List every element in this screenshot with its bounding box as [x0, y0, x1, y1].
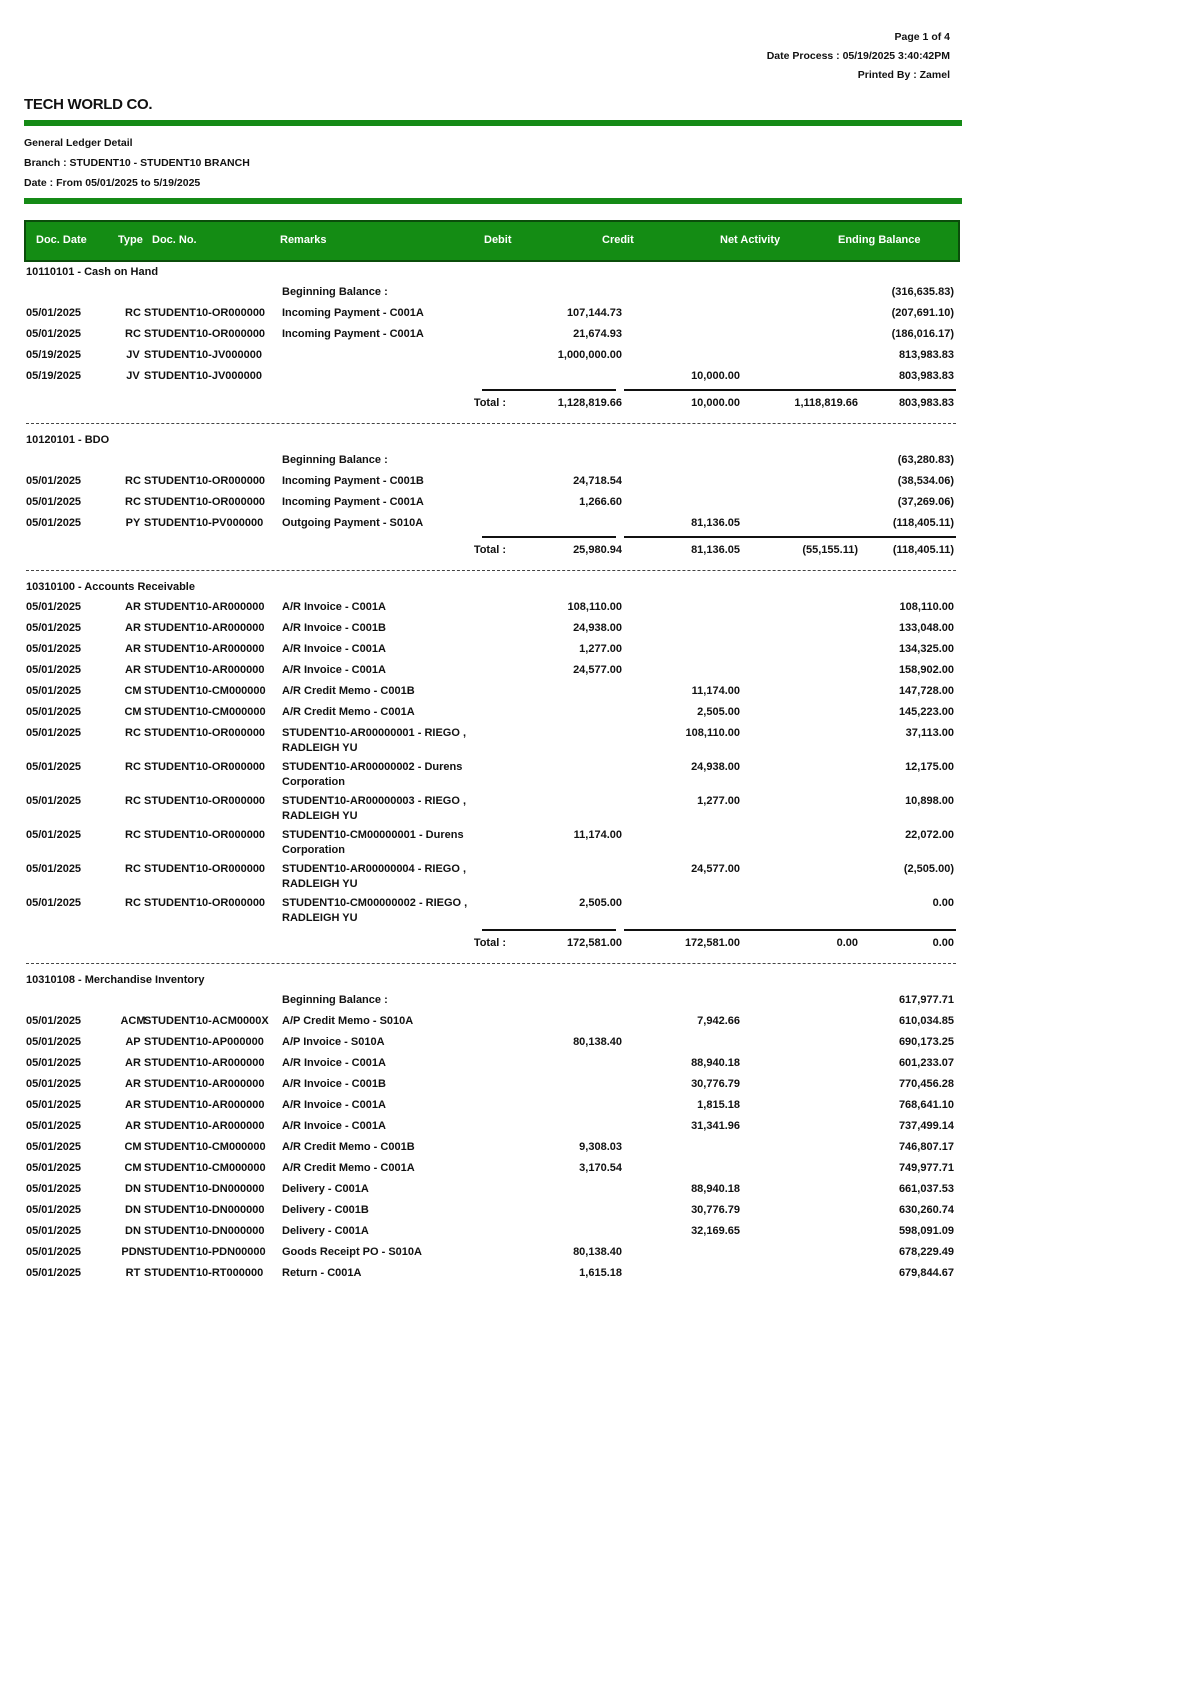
row-doc-date: 05/19/2025 [26, 370, 82, 382]
row-doc-no: STUDENT10-AR000000 [144, 1057, 265, 1069]
col-net-activity: Net Activity [720, 234, 781, 246]
row-doc-no: STUDENT10-RT000000 [144, 1267, 264, 1279]
row-debit: 108,110.00 [567, 601, 622, 613]
row-debit: 1,615.18 [579, 1267, 622, 1279]
table-row [26, 660, 956, 681]
row-debit: 2,505.00 [579, 897, 622, 909]
row-type: AR [125, 664, 141, 676]
row-debit: 107,144.73 [566, 307, 622, 319]
row-remarks: Outgoing Payment - S010A [282, 517, 424, 529]
row-ending-balance: 158,902.00 [898, 664, 954, 676]
row-doc-date: 05/01/2025 [26, 1036, 82, 1048]
table-row [26, 757, 956, 791]
row-type: RC [125, 761, 141, 773]
row-type: DN [125, 1204, 141, 1216]
row-ending-balance: 147,728.00 [898, 685, 954, 697]
row-doc-no: STUDENT10-DN000000 [144, 1204, 265, 1216]
ledger-section [26, 430, 956, 571]
row-credit: 10,000.00 [691, 370, 740, 382]
row-ending-balance: 108,110.00 [899, 601, 954, 613]
table-row [26, 1158, 956, 1179]
table-row [26, 1263, 956, 1284]
beginning-balance-value: 617,977.71 [898, 994, 954, 1006]
row-type: AR [125, 601, 141, 613]
row-doc-no: STUDENT10-DN000000 [144, 1183, 265, 1195]
row-remarks: A/R Invoice - C001B [282, 622, 386, 634]
total-label: Total : [473, 937, 506, 949]
table-row [26, 366, 956, 387]
row-type: JV [126, 370, 140, 382]
row-remarks: A/P Invoice - S010A [282, 1036, 385, 1048]
table-row [26, 597, 956, 618]
table-row [26, 893, 956, 927]
total-net-activity: 0.00 [836, 937, 858, 949]
table-row [26, 791, 956, 825]
row-doc-no: STUDENT10-AR000000 [144, 1120, 265, 1132]
row-type: RC [125, 863, 141, 875]
row-remarks: Incoming Payment - C001A [282, 328, 424, 340]
row-remarks: A/R Invoice - C001A [282, 1099, 386, 1111]
row-doc-date: 05/01/2025 [26, 1141, 82, 1153]
total-rule [624, 929, 742, 931]
row-type: RT [125, 1267, 141, 1279]
row-doc-date: 05/19/2025 [26, 349, 82, 361]
row-ending-balance: 12,175.00 [905, 761, 954, 773]
total-rule [624, 389, 742, 391]
table-row [26, 1095, 956, 1116]
table-row [26, 681, 956, 702]
row-debit: 1,266.60 [579, 496, 622, 508]
report-info [24, 133, 250, 193]
row-doc-no: STUDENT10-CM000000 [144, 685, 266, 697]
row-type: RC [125, 897, 141, 909]
row-doc-date: 05/01/2025 [26, 727, 82, 739]
table-row [26, 1053, 956, 1074]
row-ending-balance: 678,229.49 [898, 1246, 954, 1258]
row-debit: 21,674.93 [573, 328, 622, 340]
row-doc-no: STUDENT10-OR000000 [144, 496, 266, 508]
row-doc-no: STUDENT10-AR000000 [144, 664, 265, 676]
table-row [26, 1179, 956, 1200]
page-meta [767, 28, 950, 85]
total-net-activity: (55,155.11) [802, 544, 858, 556]
ledger-section [26, 262, 956, 424]
total-label: Total : [473, 397, 506, 409]
col-ending-balance: Ending Balance [838, 234, 921, 246]
row-remarks: Delivery - C001B [282, 1204, 369, 1216]
account-title: 10310108 - Merchandise Inventory [26, 974, 205, 986]
row-remarks: Delivery - C001A [282, 1183, 369, 1195]
section-separator [26, 963, 956, 964]
row-doc-no: STUDENT10-CM000000 [144, 1162, 266, 1174]
total-rule [482, 536, 616, 538]
col-debit: Debit [484, 234, 512, 246]
row-doc-date: 05/01/2025 [26, 829, 82, 841]
row-doc-date: 05/01/2025 [26, 601, 82, 613]
row-credit: 1,277.00 [697, 795, 740, 807]
report-branch: Branch : STUDENT10 - STUDENT10 BRANCH [24, 157, 250, 169]
total-ending-balance: (118,405.11) [892, 544, 954, 556]
row-doc-date: 05/01/2025 [26, 685, 82, 697]
beginning-balance-row [26, 450, 956, 471]
total-debit: 25,980.94 [573, 544, 622, 556]
row-doc-date: 05/01/2025 [26, 1099, 82, 1111]
beginning-balance-label: Beginning Balance : [282, 454, 388, 466]
row-ending-balance: 749,977.71 [898, 1162, 954, 1174]
row-doc-no: STUDENT10-OR000000 [144, 897, 266, 909]
table-row [26, 618, 956, 639]
row-credit: 2,505.00 [697, 706, 740, 718]
row-remarks: Incoming Payment - C001A [282, 496, 424, 508]
row-type: RC [125, 496, 141, 508]
row-ending-balance: 37,113.00 [905, 727, 954, 739]
top-divider [24, 120, 962, 126]
row-remarks: STUDENT10-AR00000002 - Durens Corporation [282, 761, 463, 788]
row-type: CM [124, 706, 142, 718]
table-row [26, 303, 956, 324]
row-ending-balance: 630,260.74 [898, 1204, 954, 1216]
row-ending-balance: 601,233.07 [898, 1057, 954, 1069]
total-row [26, 534, 956, 564]
row-doc-no: STUDENT10-OR000000 [144, 727, 266, 739]
row-doc-date: 05/01/2025 [26, 622, 82, 634]
row-ending-balance: 679,844.67 [898, 1267, 954, 1279]
table-row [26, 1200, 956, 1221]
total-credit: 10,000.00 [691, 397, 740, 409]
row-credit: 31,341.96 [691, 1120, 740, 1132]
total-row [26, 927, 956, 957]
row-ending-balance: (118,405.11) [892, 517, 954, 529]
table-row [26, 1074, 956, 1095]
row-remarks: Goods Receipt PO - S010A [282, 1246, 422, 1258]
row-debit: 3,170.54 [579, 1162, 622, 1174]
row-remarks: A/R Invoice - C001A [282, 601, 386, 613]
table-row [26, 1137, 956, 1158]
row-type: RC [125, 307, 141, 319]
row-ending-balance: 134,325.00 [898, 643, 954, 655]
total-credit: 81,136.05 [691, 544, 740, 556]
row-doc-no: STUDENT10-OR000000 [144, 795, 266, 807]
beginning-balance-row [26, 990, 956, 1011]
row-type: ACM [120, 1015, 146, 1027]
row-doc-date: 05/01/2025 [26, 897, 82, 909]
total-debit: 1,128,819.66 [557, 397, 622, 409]
row-doc-date: 05/01/2025 [26, 863, 82, 875]
row-ending-balance: 813,983.83 [898, 349, 954, 361]
row-type: AR [125, 1057, 141, 1069]
account-title: 10120101 - BDO [26, 434, 110, 446]
row-remarks: Incoming Payment - C001A [282, 307, 424, 319]
row-type: RC [125, 475, 141, 487]
row-type: JV [126, 349, 140, 361]
row-credit: 88,940.18 [691, 1183, 740, 1195]
row-doc-no: STUDENT10-PV000000 [144, 517, 264, 529]
row-type: AR [125, 1099, 141, 1111]
row-ending-balance: (2,505.00) [903, 863, 954, 875]
row-remarks: A/R Credit Memo - C001B [282, 685, 415, 697]
table-row [26, 324, 956, 345]
row-remarks: Return - C001A [282, 1267, 362, 1279]
row-ending-balance: 10,898.00 [905, 795, 954, 807]
report-title: General Ledger Detail [24, 137, 133, 149]
row-doc-date: 05/01/2025 [26, 1225, 82, 1237]
table-row [26, 492, 956, 513]
row-doc-no: STUDENT10-OR000000 [144, 761, 266, 773]
total-net-activity: 1,118,819.66 [794, 397, 858, 409]
date-process: Date Process : 05/19/2025 3:40:42PM [766, 50, 950, 62]
row-doc-no: STUDENT10-ACM0000X [144, 1015, 269, 1027]
total-row [26, 387, 956, 417]
table-row [26, 1242, 956, 1263]
row-doc-no: STUDENT10-OR000000 [144, 829, 266, 841]
total-rule [624, 536, 742, 538]
section-separator [26, 570, 956, 571]
row-doc-no: STUDENT10-OR000000 [144, 307, 266, 319]
row-type: RC [125, 829, 141, 841]
row-doc-no: STUDENT10-JV000000 [144, 370, 263, 382]
row-remarks: STUDENT10-AR00000003 - RIEGO , RADLEIGH YU [282, 795, 467, 822]
row-remarks: A/R Credit Memo - C001A [282, 706, 415, 718]
beginning-balance-row [26, 282, 956, 303]
row-credit: 108,110.00 [685, 727, 740, 739]
account-title: 10110101 - Cash on Hand [26, 266, 159, 278]
row-doc-no: STUDENT10-AR000000 [144, 1099, 265, 1111]
row-type: CM [124, 685, 142, 697]
company-name: TECH WORLD CO. [24, 96, 153, 113]
row-ending-balance: (37,269.06) [897, 496, 954, 508]
row-doc-date: 05/01/2025 [26, 517, 82, 529]
row-doc-no: STUDENT10-OR000000 [144, 475, 266, 487]
row-doc-date: 05/01/2025 [26, 307, 82, 319]
total-ending-balance: 803,983.83 [898, 397, 954, 409]
row-debit: 1,000,000.00 [557, 349, 622, 361]
row-type: PDN [121, 1246, 145, 1258]
row-remarks: A/R Credit Memo - C001B [282, 1141, 415, 1153]
row-type: AR [125, 643, 141, 655]
row-credit: 32,169.65 [691, 1225, 740, 1237]
total-rule [860, 536, 956, 538]
total-credit: 172,581.00 [684, 937, 740, 949]
row-type: AR [125, 1120, 141, 1132]
row-doc-date: 05/01/2025 [26, 1015, 82, 1027]
total-rule [742, 536, 860, 538]
row-doc-date: 05/01/2025 [26, 706, 82, 718]
row-ending-balance: (207,691.10) [891, 307, 954, 319]
row-remarks: A/R Invoice - C001B [282, 1078, 386, 1090]
account-title: 10310100 - Accounts Receivable [26, 581, 195, 593]
total-rule [482, 389, 616, 391]
row-remarks: Delivery - C001A [282, 1225, 369, 1237]
table-row [26, 513, 956, 534]
row-doc-date: 05/01/2025 [26, 1162, 82, 1174]
row-type: RC [125, 328, 141, 340]
row-doc-no: STUDENT10-DN000000 [144, 1225, 265, 1237]
total-label: Total : [473, 544, 506, 556]
row-ending-balance: (186,016.17) [891, 328, 954, 340]
total-rule [742, 929, 860, 931]
row-debit: 24,577.00 [573, 664, 622, 676]
printed-by: Printed By : Zamel [857, 69, 950, 81]
row-type: DN [125, 1225, 141, 1237]
row-credit: 30,776.79 [691, 1078, 740, 1090]
beginning-balance-label: Beginning Balance : [282, 994, 388, 1006]
table-row [26, 1032, 956, 1053]
row-credit: 11,174.00 [691, 685, 740, 697]
row-ending-balance: 803,983.83 [898, 370, 954, 382]
table-row [26, 723, 956, 757]
row-ending-balance: 145,223.00 [898, 706, 954, 718]
row-doc-no: STUDENT10-AR000000 [144, 643, 265, 655]
row-remarks: Incoming Payment - C001B [282, 475, 424, 487]
col-doc-no: Doc. No. [152, 234, 197, 246]
row-debit: 11,174.00 [573, 829, 622, 841]
row-credit: 88,940.18 [691, 1057, 740, 1069]
row-ending-balance: (38,534.06) [897, 475, 954, 487]
row-debit: 1,277.00 [579, 643, 622, 655]
row-ending-balance: 22,072.00 [905, 829, 954, 841]
row-doc-date: 05/01/2025 [26, 475, 82, 487]
total-rule [482, 929, 616, 931]
table-row [26, 1116, 956, 1137]
ledger-section [26, 970, 956, 1284]
row-ending-balance: 690,173.25 [898, 1036, 954, 1048]
row-credit: 81,136.05 [691, 517, 740, 529]
total-rule [860, 389, 956, 391]
row-doc-date: 05/01/2025 [26, 795, 82, 807]
col-doc-date: Doc. Date [36, 234, 87, 246]
row-doc-no: STUDENT10-OR000000 [144, 863, 266, 875]
row-remarks: STUDENT10-CM00000001 - Durens Corporation [282, 829, 464, 856]
table-row [26, 1011, 956, 1032]
row-doc-no: STUDENT10-AP000000 [144, 1036, 264, 1048]
row-type: AP [125, 1036, 141, 1048]
row-ending-balance: 770,456.28 [898, 1078, 954, 1090]
row-type: DN [125, 1183, 141, 1195]
row-type: AR [125, 1078, 141, 1090]
row-credit: 1,815.18 [697, 1099, 740, 1111]
row-doc-no: STUDENT10-JV000000 [144, 349, 263, 361]
row-remarks: A/R Invoice - C001A [282, 1120, 386, 1132]
row-debit: 80,138.40 [573, 1036, 622, 1048]
row-ending-balance: 0.00 [932, 897, 954, 909]
row-doc-no: STUDENT10-OR000000 [144, 328, 266, 340]
row-doc-no: STUDENT10-CM000000 [144, 1141, 266, 1153]
beginning-balance-value: (316,635.83) [891, 286, 954, 298]
row-doc-date: 05/01/2025 [26, 1246, 82, 1258]
ledger-section [26, 577, 956, 964]
row-remarks: STUDENT10-AR00000004 - RIEGO , RADLEIGH YU [282, 863, 467, 890]
row-remarks: A/R Credit Memo - C001A [282, 1162, 415, 1174]
row-remarks: STUDENT10-AR00000001 - RIEGO , RADLEIGH YU [282, 727, 467, 754]
row-remarks: A/R Invoice - C001A [282, 1057, 386, 1069]
section-separator [26, 423, 956, 424]
row-remarks: A/P Credit Memo - S010A [282, 1015, 414, 1027]
table-row [26, 471, 956, 492]
row-remarks: A/R Invoice - C001A [282, 643, 386, 655]
row-type: RC [125, 795, 141, 807]
row-doc-date: 05/01/2025 [26, 1267, 82, 1279]
row-doc-date: 05/01/2025 [26, 643, 82, 655]
row-credit: 7,942.66 [697, 1015, 740, 1027]
row-remarks: A/R Invoice - C001A [282, 664, 386, 676]
row-credit: 24,938.00 [691, 761, 740, 773]
table-row [26, 345, 956, 366]
row-credit: 24,577.00 [691, 863, 740, 875]
row-doc-date: 05/01/2025 [26, 761, 82, 773]
row-ending-balance: 661,037.53 [898, 1183, 954, 1195]
row-doc-date: 05/01/2025 [26, 1078, 82, 1090]
col-credit: Credit [602, 234, 634, 246]
table-row [26, 859, 956, 893]
row-doc-date: 05/01/2025 [26, 1204, 82, 1216]
row-doc-date: 05/01/2025 [26, 328, 82, 340]
table-row [26, 639, 956, 660]
row-doc-date: 05/01/2025 [26, 496, 82, 508]
row-type: RC [125, 727, 141, 739]
row-debit: 80,138.40 [573, 1246, 622, 1258]
row-ending-balance: 737,499.14 [898, 1120, 954, 1132]
row-doc-no: STUDENT10-AR000000 [144, 622, 265, 634]
row-debit: 24,938.00 [573, 622, 622, 634]
table-row [26, 702, 956, 723]
row-doc-no: STUDENT10-CM000000 [144, 706, 266, 718]
row-doc-no: STUDENT10-AR000000 [144, 1078, 265, 1090]
row-type: CM [124, 1141, 142, 1153]
row-ending-balance: 746,807.17 [898, 1141, 954, 1153]
row-doc-date: 05/01/2025 [26, 1183, 82, 1195]
row-type: CM [124, 1162, 142, 1174]
table-row [26, 1221, 956, 1242]
row-doc-date: 05/01/2025 [26, 664, 82, 676]
page-number: Page 1 of 4 [894, 31, 950, 43]
col-remarks: Remarks [280, 234, 327, 246]
total-rule [742, 389, 860, 391]
beginning-balance-label: Beginning Balance : [282, 286, 388, 298]
row-doc-date: 05/01/2025 [26, 1120, 82, 1132]
row-remarks: STUDENT10-CM00000002 - RIEGO , RADLEIGH YU [282, 897, 468, 924]
row-type: AR [125, 622, 141, 634]
table-header [24, 220, 960, 262]
row-debit: 24,718.54 [573, 475, 622, 487]
info-divider [24, 198, 962, 204]
row-ending-balance: 610,034.85 [898, 1015, 954, 1027]
ledger-body [26, 262, 956, 1284]
total-rule [860, 929, 956, 931]
row-type: PY [125, 517, 141, 529]
table-row [26, 825, 956, 859]
row-debit: 9,308.03 [579, 1141, 622, 1153]
row-doc-date: 05/01/2025 [26, 1057, 82, 1069]
beginning-balance-value: (63,280.83) [897, 454, 954, 466]
total-debit: 172,581.00 [566, 937, 622, 949]
row-doc-no: STUDENT10-AR000000 [144, 601, 265, 613]
total-ending-balance: 0.00 [932, 937, 954, 949]
row-ending-balance: 768,641.10 [898, 1099, 954, 1111]
row-doc-no: STUDENT10-PDN00000 [144, 1246, 266, 1258]
row-credit: 30,776.79 [691, 1204, 740, 1216]
col-type: Type [118, 234, 143, 246]
row-ending-balance: 598,091.09 [898, 1225, 954, 1237]
report-date-range: Date : From 05/01/2025 to 5/19/2025 [24, 177, 201, 189]
row-ending-balance: 133,048.00 [898, 622, 954, 634]
